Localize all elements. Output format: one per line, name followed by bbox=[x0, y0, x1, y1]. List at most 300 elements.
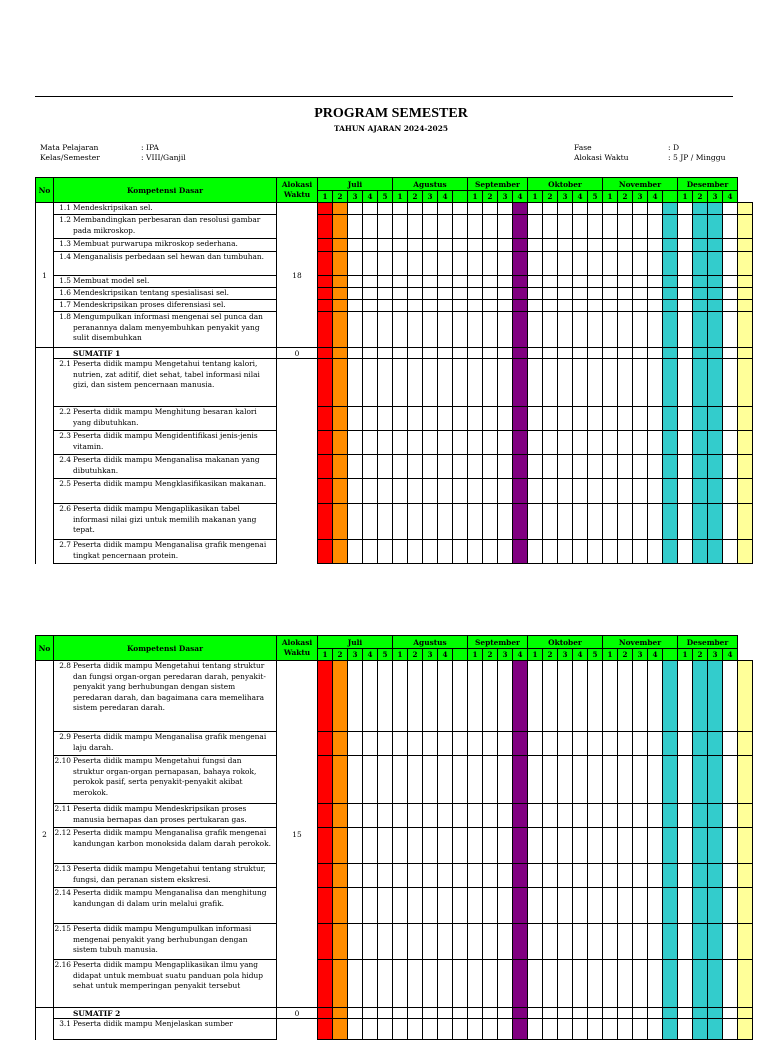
week-cell bbox=[333, 1008, 348, 1019]
week-cell bbox=[618, 540, 633, 564]
week-cell bbox=[738, 479, 753, 504]
week-cell bbox=[363, 804, 378, 828]
week-cell bbox=[678, 828, 693, 864]
week-cell bbox=[393, 288, 408, 300]
week-cell bbox=[738, 661, 753, 732]
week-cell bbox=[333, 407, 348, 431]
kd-text: Peserta didik mampu Mengumpulkan informasi mengenai penyakit yang berhubungan dengan sistem tubuh manusia. bbox=[73, 924, 252, 955]
week-cell bbox=[588, 732, 603, 756]
week-cell bbox=[423, 455, 438, 479]
week-cell bbox=[633, 1019, 648, 1040]
header-week: 3 bbox=[348, 649, 363, 661]
week-cell bbox=[633, 348, 648, 359]
week-cell bbox=[348, 276, 363, 288]
week-cell bbox=[603, 407, 618, 431]
week-cell bbox=[588, 960, 603, 1008]
week-cell bbox=[468, 312, 483, 348]
week-cell bbox=[408, 661, 423, 732]
week-cell bbox=[603, 864, 618, 888]
week-cell bbox=[588, 504, 603, 540]
week-cell bbox=[528, 359, 543, 407]
week-cell bbox=[408, 359, 423, 407]
week-cell bbox=[408, 864, 423, 888]
header-week: 4 bbox=[438, 649, 453, 661]
week-cell bbox=[333, 888, 348, 924]
kd-number: 2.11 bbox=[54, 804, 71, 813]
week-cell bbox=[333, 239, 348, 252]
week-cell bbox=[633, 239, 648, 252]
header-week: 4 bbox=[648, 191, 663, 203]
week-cell bbox=[318, 1008, 333, 1019]
week-cell bbox=[618, 732, 633, 756]
week-cell bbox=[483, 804, 498, 828]
week-cell bbox=[678, 888, 693, 924]
header-week: 4 bbox=[513, 649, 528, 661]
alokasi-label: Alokasi Waktu bbox=[574, 153, 629, 162]
week-cell bbox=[453, 960, 468, 1008]
week-cell bbox=[543, 1019, 558, 1040]
week-cell bbox=[633, 864, 648, 888]
week-cell bbox=[453, 756, 468, 804]
week-cell bbox=[618, 864, 633, 888]
week-cell bbox=[663, 455, 678, 479]
week-cell bbox=[408, 504, 423, 540]
week-cell bbox=[738, 924, 753, 960]
week-cell bbox=[603, 215, 618, 239]
week-cell bbox=[438, 732, 453, 756]
week-cell bbox=[618, 888, 633, 924]
week-cell bbox=[618, 455, 633, 479]
header-week: 2 bbox=[543, 649, 558, 661]
week-cell bbox=[348, 661, 363, 732]
week-cell bbox=[543, 864, 558, 888]
week-cell bbox=[498, 864, 513, 888]
week-cell bbox=[513, 661, 528, 732]
week-cell bbox=[393, 348, 408, 359]
week-cell bbox=[453, 239, 468, 252]
week-cell bbox=[543, 924, 558, 960]
week-cell bbox=[633, 756, 648, 804]
week-cell bbox=[318, 924, 333, 960]
header-week: 4 bbox=[573, 191, 588, 203]
week-cell bbox=[678, 203, 693, 215]
week-cell bbox=[408, 479, 423, 504]
page-title: PROGRAM SEMESTER bbox=[314, 106, 468, 121]
week-cell bbox=[708, 312, 723, 348]
kd-cell bbox=[54, 455, 277, 479]
week-cell bbox=[558, 504, 573, 540]
row-no: 2 bbox=[36, 661, 54, 1008]
week-cell bbox=[333, 203, 348, 215]
week-cell bbox=[378, 431, 393, 455]
week-cell bbox=[513, 504, 528, 540]
week-cell bbox=[648, 300, 663, 312]
header-week: 1 bbox=[393, 191, 408, 203]
week-cell bbox=[318, 252, 333, 276]
header-week: 5 bbox=[588, 191, 603, 203]
week-cell bbox=[483, 888, 498, 924]
week-cell bbox=[528, 215, 543, 239]
week-cell bbox=[618, 828, 633, 864]
week-cell bbox=[363, 239, 378, 252]
week-cell bbox=[453, 479, 468, 504]
top-rule bbox=[35, 96, 733, 97]
week-cell bbox=[348, 288, 363, 300]
week-cell bbox=[528, 348, 543, 359]
week-cell bbox=[333, 756, 348, 804]
week-cell bbox=[543, 239, 558, 252]
row-alokasi: 18 bbox=[277, 203, 318, 348]
week-cell bbox=[438, 359, 453, 407]
week-cell bbox=[318, 756, 333, 804]
week-cell bbox=[423, 828, 438, 864]
week-cell bbox=[468, 540, 483, 564]
week-cell bbox=[528, 924, 543, 960]
week-cell bbox=[573, 828, 588, 864]
week-cell bbox=[438, 479, 453, 504]
week-cell bbox=[648, 288, 663, 300]
header-week: 3 bbox=[633, 191, 648, 203]
kd-number: 1.6 bbox=[59, 288, 71, 297]
week-cell bbox=[723, 1008, 738, 1019]
sumatif-1-alokasi: 0 bbox=[277, 348, 318, 359]
week-cell bbox=[603, 661, 618, 732]
week-cell bbox=[528, 756, 543, 804]
week-cell bbox=[663, 1008, 678, 1019]
kd-number: 1.4 bbox=[59, 252, 71, 261]
header-week: 3 bbox=[558, 191, 573, 203]
week-cell bbox=[738, 888, 753, 924]
week-cell bbox=[318, 828, 333, 864]
kd-cell bbox=[54, 276, 277, 288]
week-cell bbox=[543, 203, 558, 215]
week-cell bbox=[438, 215, 453, 239]
week-cell bbox=[438, 203, 453, 215]
week-cell bbox=[528, 252, 543, 276]
week-cell bbox=[438, 888, 453, 924]
week-cell bbox=[438, 288, 453, 300]
week-cell bbox=[648, 348, 663, 359]
week-cell bbox=[543, 540, 558, 564]
week-cell bbox=[483, 661, 498, 732]
week-cell bbox=[573, 300, 588, 312]
week-cell bbox=[633, 215, 648, 239]
week-cell bbox=[573, 864, 588, 888]
week-cell bbox=[363, 661, 378, 732]
header-week: 3 bbox=[498, 191, 513, 203]
week-cell bbox=[528, 407, 543, 431]
week-cell bbox=[588, 203, 603, 215]
kd-cell bbox=[54, 661, 277, 732]
week-cell bbox=[543, 407, 558, 431]
week-cell bbox=[348, 504, 363, 540]
week-cell bbox=[588, 756, 603, 804]
week-cell bbox=[738, 359, 753, 407]
week-cell bbox=[393, 239, 408, 252]
week-cell bbox=[618, 300, 633, 312]
week-cell bbox=[678, 359, 693, 407]
week-cell bbox=[408, 300, 423, 312]
kd-number: 1.1 bbox=[59, 203, 71, 212]
week-cell bbox=[603, 732, 618, 756]
header-week bbox=[663, 649, 678, 661]
kd-number: 1.8 bbox=[59, 312, 71, 321]
week-cell bbox=[708, 215, 723, 239]
week-cell bbox=[588, 239, 603, 252]
week-cell bbox=[633, 276, 648, 288]
week-cell bbox=[393, 924, 408, 960]
week-cell bbox=[693, 203, 708, 215]
week-cell bbox=[573, 455, 588, 479]
week-cell bbox=[528, 540, 543, 564]
header-week: 2 bbox=[693, 649, 708, 661]
sumatif-2-alokasi: 0 bbox=[277, 1008, 318, 1019]
week-cell bbox=[363, 960, 378, 1008]
week-cell bbox=[513, 732, 528, 756]
week-cell bbox=[648, 203, 663, 215]
week-cell bbox=[378, 1019, 393, 1040]
week-cell bbox=[663, 756, 678, 804]
week-cell bbox=[648, 455, 663, 479]
week-cell bbox=[393, 407, 408, 431]
week-cell bbox=[453, 215, 468, 239]
week-cell bbox=[468, 1008, 483, 1019]
header-week: 1 bbox=[528, 649, 543, 661]
week-cell bbox=[348, 203, 363, 215]
week-cell bbox=[468, 203, 483, 215]
week-cell bbox=[438, 431, 453, 455]
week-cell bbox=[393, 504, 408, 540]
week-cell bbox=[618, 1019, 633, 1040]
week-cell bbox=[633, 203, 648, 215]
week-cell bbox=[723, 864, 738, 888]
week-cell bbox=[648, 312, 663, 348]
week-cell bbox=[708, 431, 723, 455]
week-cell bbox=[558, 312, 573, 348]
kd-cell bbox=[54, 431, 277, 455]
header-month-3: Oktober bbox=[528, 178, 603, 191]
week-cell bbox=[558, 359, 573, 407]
week-cell bbox=[333, 1019, 348, 1040]
week-cell bbox=[663, 732, 678, 756]
week-cell bbox=[678, 431, 693, 455]
week-cell bbox=[633, 888, 648, 924]
kd-number: 2.4 bbox=[59, 455, 71, 464]
week-cell bbox=[513, 455, 528, 479]
week-cell bbox=[588, 300, 603, 312]
week-cell bbox=[558, 960, 573, 1008]
kd-cell bbox=[54, 756, 277, 804]
week-cell bbox=[363, 215, 378, 239]
week-cell bbox=[588, 864, 603, 888]
header-month-4: November bbox=[603, 178, 678, 191]
week-cell bbox=[453, 828, 468, 864]
week-cell bbox=[708, 479, 723, 504]
week-cell bbox=[393, 359, 408, 407]
row-no-empty bbox=[36, 479, 54, 504]
kd-cell bbox=[54, 203, 277, 215]
week-cell bbox=[408, 239, 423, 252]
week-cell bbox=[363, 504, 378, 540]
week-cell bbox=[393, 276, 408, 288]
week-cell bbox=[423, 732, 438, 756]
week-cell bbox=[438, 300, 453, 312]
kd-text: Peserta didik mampu Mendeskripsikan proses manusia bernapas dan proses pertukaran gas. bbox=[73, 804, 247, 824]
week-cell bbox=[528, 312, 543, 348]
kd-text: Peserta didik mampu Mengetahui tentang kalori, nutrien, zat aditif, diet sehat, tabel informasi nilai gizi, dan sistem pencernaan manusia. bbox=[73, 359, 260, 390]
week-cell bbox=[663, 804, 678, 828]
kd-text: Peserta didik mampu Mengklasifikasikan makanan. bbox=[73, 479, 267, 488]
header-week: 1 bbox=[468, 649, 483, 661]
week-cell bbox=[573, 288, 588, 300]
week-cell bbox=[723, 479, 738, 504]
week-cell bbox=[588, 540, 603, 564]
header-week: 3 bbox=[708, 649, 723, 661]
week-cell bbox=[483, 252, 498, 276]
week-cell bbox=[468, 804, 483, 828]
week-cell bbox=[468, 1019, 483, 1040]
week-cell bbox=[573, 203, 588, 215]
week-cell bbox=[558, 348, 573, 359]
kd-number: 2.1 bbox=[59, 359, 71, 368]
week-cell bbox=[708, 864, 723, 888]
week-cell bbox=[738, 804, 753, 828]
week-cell bbox=[603, 359, 618, 407]
week-cell bbox=[633, 455, 648, 479]
week-cell bbox=[663, 924, 678, 960]
week-cell bbox=[648, 888, 663, 924]
week-cell bbox=[588, 288, 603, 300]
week-cell bbox=[618, 504, 633, 540]
week-cell bbox=[378, 804, 393, 828]
header-week: 2 bbox=[693, 191, 708, 203]
week-cell bbox=[603, 252, 618, 276]
week-cell bbox=[708, 756, 723, 804]
week-cell bbox=[588, 215, 603, 239]
week-cell bbox=[498, 924, 513, 960]
week-cell bbox=[333, 276, 348, 288]
week-cell bbox=[408, 888, 423, 924]
week-cell bbox=[663, 252, 678, 276]
week-cell bbox=[468, 924, 483, 960]
week-cell bbox=[348, 1019, 363, 1040]
week-cell bbox=[363, 312, 378, 348]
week-cell bbox=[453, 288, 468, 300]
header-week: 3 bbox=[423, 649, 438, 661]
week-cell bbox=[333, 960, 348, 1008]
week-cell bbox=[318, 288, 333, 300]
week-cell bbox=[663, 504, 678, 540]
week-cell bbox=[558, 215, 573, 239]
header-week: 4 bbox=[723, 649, 738, 661]
week-cell bbox=[603, 756, 618, 804]
week-cell bbox=[528, 732, 543, 756]
week-cell bbox=[693, 288, 708, 300]
week-cell bbox=[318, 431, 333, 455]
header-week: 2 bbox=[408, 649, 423, 661]
week-cell bbox=[693, 828, 708, 864]
header-week: 2 bbox=[543, 191, 558, 203]
week-cell bbox=[348, 215, 363, 239]
week-cell bbox=[513, 756, 528, 804]
row-no-empty bbox=[36, 431, 54, 455]
week-cell bbox=[483, 732, 498, 756]
week-cell bbox=[603, 276, 618, 288]
week-cell bbox=[348, 924, 363, 960]
week-cell bbox=[438, 407, 453, 431]
fase-value: : D bbox=[668, 143, 680, 152]
week-cell bbox=[738, 960, 753, 1008]
week-cell bbox=[483, 239, 498, 252]
kelas-value: : VIII/Ganjil bbox=[141, 153, 186, 162]
week-cell bbox=[483, 300, 498, 312]
week-cell bbox=[423, 288, 438, 300]
week-cell bbox=[513, 348, 528, 359]
semester-table-1 bbox=[35, 177, 753, 564]
header-month-1: Agustus bbox=[393, 636, 468, 649]
header-week: 4 bbox=[723, 191, 738, 203]
week-cell bbox=[318, 888, 333, 924]
week-cell bbox=[633, 312, 648, 348]
week-cell bbox=[423, 348, 438, 359]
week-cell bbox=[528, 203, 543, 215]
kd-cell bbox=[54, 312, 277, 348]
week-cell bbox=[693, 215, 708, 239]
week-cell bbox=[513, 479, 528, 504]
row-no-empty bbox=[36, 1008, 54, 1019]
week-cell bbox=[453, 540, 468, 564]
week-cell bbox=[693, 756, 708, 804]
header-month-2: September bbox=[468, 178, 528, 191]
week-cell bbox=[648, 864, 663, 888]
week-cell bbox=[588, 804, 603, 828]
week-cell bbox=[678, 407, 693, 431]
week-cell bbox=[498, 828, 513, 864]
week-cell bbox=[513, 252, 528, 276]
week-cell bbox=[408, 215, 423, 239]
semester-table-2 bbox=[35, 635, 753, 1040]
week-cell bbox=[333, 312, 348, 348]
header-week: 4 bbox=[438, 191, 453, 203]
week-cell bbox=[633, 431, 648, 455]
week-cell bbox=[423, 252, 438, 276]
kd-number: 2.2 bbox=[59, 407, 71, 416]
week-cell bbox=[468, 348, 483, 359]
week-cell bbox=[633, 828, 648, 864]
week-cell bbox=[588, 661, 603, 732]
week-cell bbox=[723, 300, 738, 312]
week-cell bbox=[693, 479, 708, 504]
week-cell bbox=[603, 504, 618, 540]
week-cell bbox=[663, 864, 678, 888]
week-cell bbox=[573, 276, 588, 288]
week-cell bbox=[513, 239, 528, 252]
week-cell bbox=[408, 288, 423, 300]
week-cell bbox=[318, 203, 333, 215]
week-cell bbox=[723, 804, 738, 828]
week-cell bbox=[468, 455, 483, 479]
week-cell bbox=[588, 312, 603, 348]
week-cell bbox=[438, 828, 453, 864]
week-cell bbox=[678, 864, 693, 888]
week-cell bbox=[423, 504, 438, 540]
week-cell bbox=[393, 300, 408, 312]
week-cell bbox=[543, 960, 558, 1008]
header-week: 3 bbox=[423, 191, 438, 203]
week-cell bbox=[723, 312, 738, 348]
week-cell bbox=[483, 960, 498, 1008]
week-cell bbox=[558, 300, 573, 312]
